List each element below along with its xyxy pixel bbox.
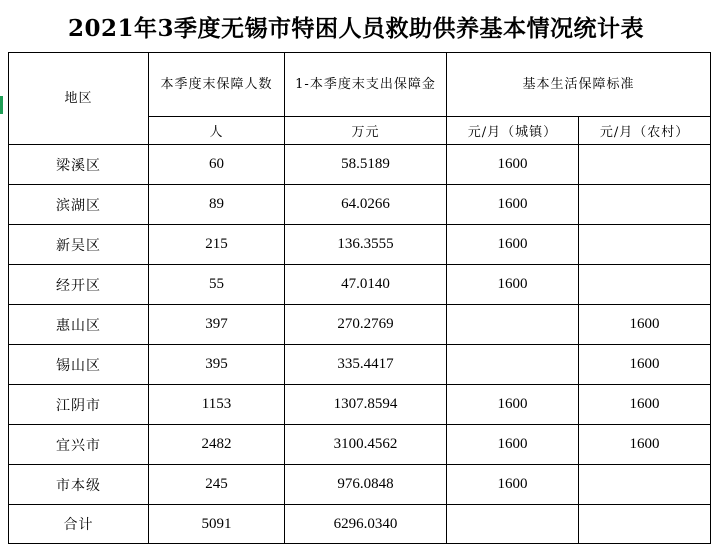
cell-count[interactable]: 1153 bbox=[149, 385, 285, 425]
cell-urban[interactable]: 1600 bbox=[447, 465, 579, 505]
header-count[interactable]: 本季度末保障人数 bbox=[149, 53, 285, 117]
cell-expense[interactable]: 58.5189 bbox=[285, 145, 447, 185]
cell-region[interactable]: 锡山区 bbox=[9, 345, 149, 385]
cell-expense[interactable]: 47.0140 bbox=[285, 265, 447, 305]
cell-rural[interactable]: 1600 bbox=[579, 425, 711, 465]
header-region[interactable]: 地区 bbox=[9, 53, 149, 145]
cell-expense[interactable]: 136.3555 bbox=[285, 225, 447, 265]
cell-expense[interactable]: 64.0266 bbox=[285, 185, 447, 225]
table-row bbox=[9, 465, 711, 505]
cell-region[interactable]: 经开区 bbox=[9, 265, 149, 305]
cell-rural[interactable] bbox=[579, 225, 711, 265]
cell-region[interactable]: 新吴区 bbox=[9, 225, 149, 265]
cell-rural[interactable]: 1600 bbox=[579, 305, 711, 345]
cell-region[interactable]: 梁溪区 bbox=[9, 145, 149, 185]
cell-urban[interactable]: 1600 bbox=[447, 145, 579, 185]
cell-count[interactable]: 245 bbox=[149, 465, 285, 505]
table-row bbox=[9, 305, 711, 345]
header-expense[interactable]: 1-本季度末支出保障金 bbox=[285, 53, 447, 117]
cell-count[interactable]: 395 bbox=[149, 345, 285, 385]
table-row bbox=[9, 225, 711, 265]
cell-rural[interactable] bbox=[579, 145, 711, 185]
cell-urban[interactable]: 1600 bbox=[447, 225, 579, 265]
cell-count[interactable]: 2482 bbox=[149, 425, 285, 465]
cell-expense[interactable]: 335.4417 bbox=[285, 345, 447, 385]
table-row bbox=[9, 185, 711, 225]
row-selection-marker bbox=[0, 96, 3, 114]
cell-rural[interactable]: 1600 bbox=[579, 345, 711, 385]
cell-expense[interactable]: 976.0848 bbox=[285, 465, 447, 505]
cell-count[interactable]: 60 bbox=[149, 145, 285, 185]
cell-region[interactable]: 宜兴市 bbox=[9, 425, 149, 465]
cell-expense[interactable]: 6296.0340 bbox=[285, 505, 447, 544]
cell-region[interactable]: 市本级 bbox=[9, 465, 149, 505]
table-row bbox=[9, 345, 711, 385]
cell-urban[interactable]: 1600 bbox=[447, 265, 579, 305]
cell-region[interactable]: 合计 bbox=[9, 505, 149, 544]
cell-region[interactable]: 江阴市 bbox=[9, 385, 149, 425]
cell-count[interactable]: 5091 bbox=[149, 505, 285, 544]
cell-region[interactable]: 惠山区 bbox=[9, 305, 149, 345]
cell-urban[interactable] bbox=[447, 345, 579, 385]
cell-urban[interactable]: 1600 bbox=[447, 425, 579, 465]
table-row bbox=[9, 425, 711, 465]
cell-rural[interactable] bbox=[579, 465, 711, 505]
cell-count[interactable]: 89 bbox=[149, 185, 285, 225]
cell-count[interactable]: 55 bbox=[149, 265, 285, 305]
cell-urban[interactable]: 1600 bbox=[447, 385, 579, 425]
cell-expense[interactable]: 1307.8594 bbox=[285, 385, 447, 425]
unit-count[interactable]: 人 bbox=[149, 117, 285, 145]
table-row bbox=[9, 145, 711, 185]
cell-rural[interactable] bbox=[579, 265, 711, 305]
header-standard[interactable]: 基本生活保障标准 bbox=[447, 53, 711, 117]
table-row bbox=[9, 505, 711, 544]
table-title: 2021年3季度无锡市特困人员救助供养基本情况统计表 bbox=[67, 14, 645, 42]
cell-expense[interactable]: 270.2769 bbox=[285, 305, 447, 345]
cell-rural[interactable] bbox=[579, 505, 711, 544]
cell-region[interactable]: 滨湖区 bbox=[9, 185, 149, 225]
unit-rural[interactable]: 元/月（农村） bbox=[579, 117, 711, 145]
cell-expense[interactable]: 3100.4562 bbox=[285, 425, 447, 465]
unit-urban[interactable]: 元/月（城镇） bbox=[447, 117, 579, 145]
cell-rural[interactable] bbox=[579, 185, 711, 225]
header-row bbox=[9, 53, 711, 117]
cell-urban[interactable] bbox=[447, 305, 579, 345]
table-row bbox=[9, 265, 711, 305]
cell-urban[interactable] bbox=[447, 505, 579, 544]
unit-expense[interactable]: 万元 bbox=[285, 117, 447, 145]
cell-count[interactable]: 397 bbox=[149, 305, 285, 345]
cell-rural[interactable]: 1600 bbox=[579, 385, 711, 425]
cell-urban[interactable]: 1600 bbox=[447, 185, 579, 225]
table-row bbox=[9, 385, 711, 425]
statistics-table bbox=[8, 52, 711, 544]
cell-count[interactable]: 215 bbox=[149, 225, 285, 265]
